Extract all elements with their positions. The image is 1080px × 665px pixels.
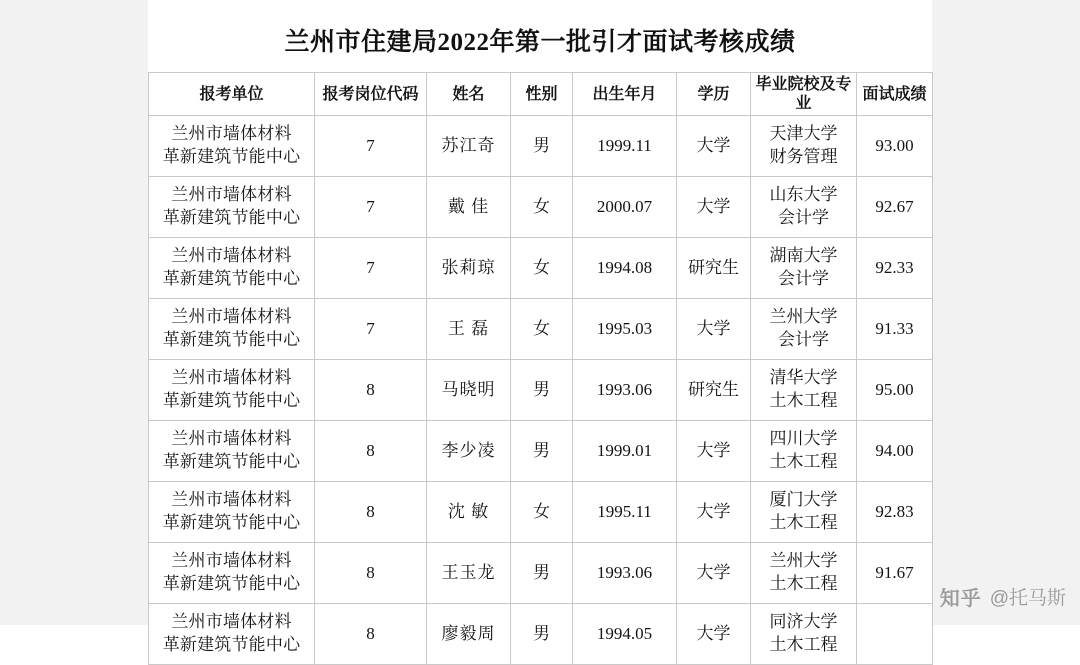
cell-code: 8: [315, 604, 427, 665]
cell-unit: 兰州市墙体材料 革新建筑节能中心: [149, 238, 315, 299]
cell-code: 8: [315, 543, 427, 604]
cell-education: 大学: [677, 421, 751, 482]
cell-score: 92.67: [857, 177, 933, 238]
cell-unit: 兰州市墙体材料 革新建筑节能中心: [149, 421, 315, 482]
column-header-school: 毕业院校及专业: [751, 73, 857, 116]
cell-school: 兰州大学 土木工程: [751, 543, 857, 604]
cell-name: 马晓明: [427, 360, 511, 421]
cell-education: 大学: [677, 299, 751, 360]
table-row: [149, 116, 933, 177]
cell-name: 戴 佳: [427, 177, 511, 238]
column-header-unit: 报考单位: [149, 73, 315, 116]
cell-birth: 1995.03: [573, 299, 677, 360]
cell-school: 厦门大学 土木工程: [751, 482, 857, 543]
cell-education: 大学: [677, 604, 751, 665]
table-row: [149, 360, 933, 421]
cell-sex: 男: [511, 360, 573, 421]
column-header-education: 学历: [677, 73, 751, 116]
table-row: [149, 421, 933, 482]
watermark-username: @托马斯: [989, 588, 1066, 609]
cell-birth: 1999.11: [573, 116, 677, 177]
column-header-sex: 性别: [511, 73, 573, 116]
cell-code: 8: [315, 421, 427, 482]
document-body: [148, 0, 932, 655]
cell-sex: 女: [511, 238, 573, 299]
cell-score: [857, 604, 933, 665]
grades-table: [148, 72, 933, 665]
column-header-name: 姓名: [427, 73, 511, 116]
cell-sex: 男: [511, 421, 573, 482]
cell-birth: 1993.06: [573, 360, 677, 421]
cell-name: 廖毅周: [427, 604, 511, 665]
zhihu-logo: 知乎: [939, 588, 982, 610]
cell-code: 7: [315, 238, 427, 299]
cell-code: 7: [315, 299, 427, 360]
cell-school: 天津大学 财务管理: [751, 116, 857, 177]
cell-birth: 1999.01: [573, 421, 677, 482]
cell-unit: 兰州市墙体材料 革新建筑节能中心: [149, 482, 315, 543]
cell-sex: 男: [511, 116, 573, 177]
cell-unit: 兰州市墙体材料 革新建筑节能中心: [149, 604, 315, 665]
cell-birth: 1994.05: [573, 604, 677, 665]
cell-score: 94.00: [857, 421, 933, 482]
cell-score: 92.33: [857, 238, 933, 299]
cell-unit: 兰州市墙体材料 革新建筑节能中心: [149, 543, 315, 604]
cell-name: 沈 敏: [427, 482, 511, 543]
table-row: [149, 482, 933, 543]
cell-unit: 兰州市墙体材料 革新建筑节能中心: [149, 360, 315, 421]
cell-school: 同济大学 土木工程: [751, 604, 857, 665]
cell-name: 苏江奇: [427, 116, 511, 177]
cell-education: 大学: [677, 177, 751, 238]
cell-school: 兰州大学 会计学: [751, 299, 857, 360]
column-header-birth: 出生年月: [573, 73, 677, 116]
column-header-score: 面试成绩: [857, 73, 933, 116]
cell-education: 研究生: [677, 360, 751, 421]
cell-education: 大学: [677, 543, 751, 604]
cell-school: 清华大学 土木工程: [751, 360, 857, 421]
table-row: [149, 238, 933, 299]
cell-code: 8: [315, 482, 427, 543]
cell-sex: 女: [511, 482, 573, 543]
cell-code: 8: [315, 360, 427, 421]
cell-name: 张莉琼: [427, 238, 511, 299]
cell-birth: 1995.11: [573, 482, 677, 543]
cell-name: 王玉龙: [427, 543, 511, 604]
cell-sex: 女: [511, 299, 573, 360]
cell-score: 95.00: [857, 360, 933, 421]
page-background-left: [0, 0, 148, 625]
cell-sex: 女: [511, 177, 573, 238]
cell-sex: 男: [511, 604, 573, 665]
cell-education: 研究生: [677, 238, 751, 299]
column-header-code: 报考岗位代码: [315, 73, 427, 116]
cell-score: 92.83: [857, 482, 933, 543]
cell-sex: 男: [511, 543, 573, 604]
page-title: 兰州市住建局2022年第一批引才面试考核成绩: [284, 29, 796, 56]
cell-name: 王 磊: [427, 299, 511, 360]
cell-score: 91.33: [857, 299, 933, 360]
cell-school: 湖南大学 会计学: [751, 238, 857, 299]
cell-score: 91.67: [857, 543, 933, 604]
cell-unit: 兰州市墙体材料 革新建筑节能中心: [149, 177, 315, 238]
cell-birth: 1994.08: [573, 238, 677, 299]
cell-code: 7: [315, 177, 427, 238]
table-header-row: [149, 73, 933, 116]
watermark: [940, 582, 1066, 611]
cell-unit: 兰州市墙体材料 革新建筑节能中心: [149, 116, 315, 177]
cell-education: 大学: [677, 116, 751, 177]
table-row: [149, 543, 933, 604]
cell-name: 李少凌: [427, 421, 511, 482]
cell-education: 大学: [677, 482, 751, 543]
table-row: [149, 299, 933, 360]
page-background-right: [932, 0, 1080, 625]
cell-code: 7: [315, 116, 427, 177]
cell-score: 93.00: [857, 116, 933, 177]
cell-school: 山东大学 会计学: [751, 177, 857, 238]
table-row: [149, 604, 933, 665]
cell-birth: 2000.07: [573, 177, 677, 238]
cell-school: 四川大学 土木工程: [751, 421, 857, 482]
table-row: [149, 177, 933, 238]
cell-birth: 1993.06: [573, 543, 677, 604]
cell-unit: 兰州市墙体材料 革新建筑节能中心: [149, 299, 315, 360]
